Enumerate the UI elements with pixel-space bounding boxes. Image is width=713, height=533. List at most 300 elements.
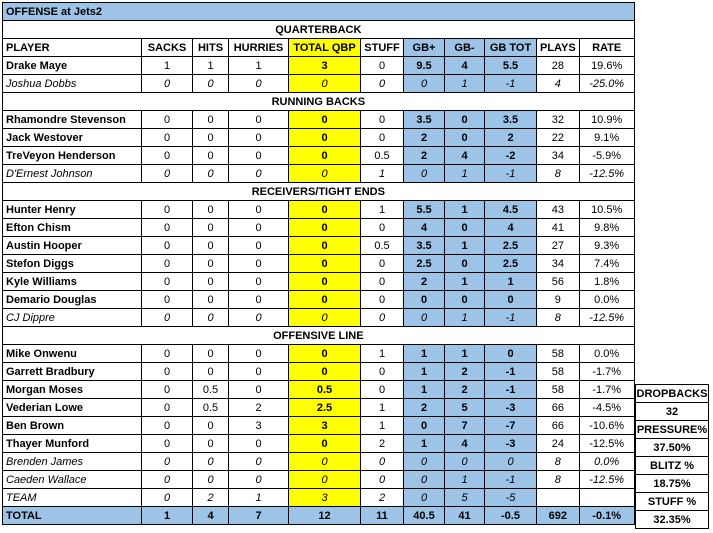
stuff-cell: 0 [361, 363, 404, 381]
rate-cell: 9.8% [579, 219, 634, 237]
gb-tot-cell: -1 [485, 471, 537, 489]
table-title: OFFENSE at Jets2 [3, 3, 635, 21]
player-name: Ben Brown [3, 417, 142, 435]
sacks-cell: 0 [142, 309, 193, 327]
gb-plus-cell: 2 [404, 147, 445, 165]
plays-cell: 4 [537, 75, 580, 93]
sacks-cell: 1 [142, 57, 193, 75]
plays-cell: 58 [537, 381, 580, 399]
total-qbp-cell: 0 [289, 75, 361, 93]
hurries-cell: 0 [229, 237, 289, 255]
sacks-cell: 0 [142, 75, 193, 93]
section-header: OFFENSIVE LINE [3, 327, 635, 345]
section-row [3, 327, 713, 345]
sacks-cell: 0 [142, 201, 193, 219]
player-row [3, 75, 713, 93]
stuff-total: 11 [361, 507, 404, 525]
hits-cell: 0 [193, 165, 229, 183]
hits-cell: 0.5 [193, 399, 229, 417]
stuff-cell: 0 [361, 453, 404, 471]
gb-plus-cell: 3.5 [404, 237, 445, 255]
blank-cell [634, 75, 712, 93]
gb-minus-cell: 4 [445, 435, 485, 453]
rate-cell: 1.8% [579, 273, 634, 291]
gb-tot-cell: 0 [485, 453, 537, 471]
blank-cell [634, 273, 712, 291]
plays-cell: 8 [537, 453, 580, 471]
section-row [3, 21, 713, 39]
stuff-cell: 0 [361, 111, 404, 129]
player-row [3, 57, 713, 75]
rate-cell: 9.1% [579, 129, 634, 147]
sacks-cell: 0 [142, 345, 193, 363]
gb-plus-cell: 0 [404, 291, 445, 309]
hurries-cell: 0 [229, 147, 289, 165]
gb-plus-cell: 2 [404, 399, 445, 417]
plays-cell: 34 [537, 147, 580, 165]
total-qbp-cell: 3 [289, 417, 361, 435]
player-row [3, 453, 713, 471]
player-row [3, 363, 713, 381]
hurries-cell: 0 [229, 309, 289, 327]
sacks-cell: 0 [142, 237, 193, 255]
player-name: Mike Onwenu [3, 345, 142, 363]
gb-tot-cell: -1 [485, 75, 537, 93]
gb-minus-cell: 2 [445, 381, 485, 399]
total-qbp-cell: 0 [289, 453, 361, 471]
hits-cell: 0 [193, 291, 229, 309]
stuff-cell: 2 [361, 489, 404, 507]
gb-minus-cell: 1 [445, 75, 485, 93]
sacks-cell: 0 [142, 165, 193, 183]
gb-plus-cell: 1 [404, 363, 445, 381]
hurries-cell: 0 [229, 345, 289, 363]
total-qbp-cell: 0 [289, 435, 361, 453]
player-name: Demario Douglas [3, 291, 142, 309]
hits-cell: 0 [193, 75, 229, 93]
gb-minus-cell: 0 [445, 111, 485, 129]
hurries-cell: 3 [229, 417, 289, 435]
title-row [3, 3, 713, 21]
gb-tot-cell: -7 [485, 417, 537, 435]
stuff-cell: 0 [361, 219, 404, 237]
stuff-cell: 0 [361, 381, 404, 399]
hits-cell: 0 [193, 435, 229, 453]
total-qbp-cell: 0 [289, 201, 361, 219]
player-row [3, 309, 713, 327]
side-row [636, 403, 709, 421]
sacks-cell: 0 [142, 291, 193, 309]
column-header: PLAYS [537, 39, 580, 57]
player-row [3, 435, 713, 453]
side-row [636, 457, 709, 475]
rate-cell: 0.0% [579, 291, 634, 309]
hits-cell: 0 [193, 417, 229, 435]
blank-cell [634, 21, 712, 39]
total-qbp-cell: 0 [289, 255, 361, 273]
gb-minus-cell: 7 [445, 417, 485, 435]
section-header: QUARTERBACK [3, 21, 635, 39]
player-name: Brenden James [3, 453, 142, 471]
hits-total: 4 [193, 507, 229, 525]
total-qbp-cell: 0 [289, 111, 361, 129]
hurries-cell: 0 [229, 363, 289, 381]
sacks-cell: 0 [142, 471, 193, 489]
stuff-value: 32.35% [636, 511, 709, 529]
blank-cell [634, 57, 712, 75]
gb-tot-cell: 0 [485, 345, 537, 363]
stuff-cell: 0 [361, 57, 404, 75]
gb-minus-cell: 1 [445, 165, 485, 183]
sacks-cell: 0 [142, 129, 193, 147]
gb-minus-cell: 1 [445, 237, 485, 255]
side-row [636, 385, 709, 403]
gb-plus-cell: 1 [404, 345, 445, 363]
plays-cell: 58 [537, 363, 580, 381]
section-header: RECEIVERS/TIGHT ENDS [3, 183, 635, 201]
column-header: HURRIES [229, 39, 289, 57]
stuff-cell: 1 [361, 399, 404, 417]
gb-minus-cell: 5 [445, 399, 485, 417]
sacks-cell: 0 [142, 417, 193, 435]
player-name: Kyle Williams [3, 273, 142, 291]
player-name: Joshua Dobbs [3, 75, 142, 93]
stuff-cell: 0.5 [361, 147, 404, 165]
total-label: TOTAL [3, 507, 142, 525]
player-name: Austin Hooper [3, 237, 142, 255]
column-header: GB TOT [485, 39, 537, 57]
gb-plus-cell: 0 [404, 309, 445, 327]
stuff-cell: 0 [361, 291, 404, 309]
blank-cell [634, 255, 712, 273]
hits-cell: 0.5 [193, 381, 229, 399]
gb-tot-cell: 2.5 [485, 237, 537, 255]
blank-cell [634, 129, 712, 147]
hurries-cell: 0 [229, 219, 289, 237]
sacks-cell: 0 [142, 489, 193, 507]
stuff-cell: 1 [361, 345, 404, 363]
stuff-cell: 1 [361, 201, 404, 219]
blank-cell [634, 219, 712, 237]
hits-cell: 0 [193, 147, 229, 165]
stuff-cell: 0 [361, 471, 404, 489]
player-name: Vederian Lowe [3, 399, 142, 417]
column-header: RATE [579, 39, 634, 57]
hurries-total: 7 [229, 507, 289, 525]
total-qbp-cell: 0 [289, 309, 361, 327]
player-row [3, 201, 713, 219]
rate-cell: 0.0% [579, 345, 634, 363]
plays-cell: 8 [537, 309, 580, 327]
gb-minus-cell: 2 [445, 363, 485, 381]
player-row [3, 489, 713, 507]
hurries-cell: 0 [229, 111, 289, 129]
pressure-value: 37.50% [636, 439, 709, 457]
stuff-cell: 0 [361, 309, 404, 327]
sacks-cell: 0 [142, 399, 193, 417]
side-row [636, 439, 709, 457]
gb-minus-total: 41 [445, 507, 485, 525]
hurries-cell: 0 [229, 201, 289, 219]
plays-cell: 27 [537, 237, 580, 255]
gb-plus-cell: 0 [404, 453, 445, 471]
player-name: TreVeyon Henderson [3, 147, 142, 165]
rate-cell: 9.3% [579, 237, 634, 255]
hits-cell: 0 [193, 363, 229, 381]
player-row [3, 273, 713, 291]
side-row [636, 511, 709, 529]
plays-cell: 66 [537, 417, 580, 435]
gb-minus-cell: 0 [445, 219, 485, 237]
blitz-value: 18.75% [636, 475, 709, 493]
stuff-cell: 0.5 [361, 237, 404, 255]
blank-cell [634, 3, 712, 21]
rate-cell: 10.5% [579, 201, 634, 219]
column-header: GB+ [404, 39, 445, 57]
gb-tot-cell: 2.5 [485, 255, 537, 273]
blank-cell [634, 165, 712, 183]
blank-cell [634, 363, 712, 381]
player-name: Morgan Moses [3, 381, 142, 399]
plays-cell: 32 [537, 111, 580, 129]
player-name: Caeden Wallace [3, 471, 142, 489]
plays-cell: 22 [537, 129, 580, 147]
rate-cell: -5.9% [579, 147, 634, 165]
gb-plus-cell: 3.5 [404, 111, 445, 129]
total-qbp-cell: 0 [289, 129, 361, 147]
gb-minus-cell: 4 [445, 147, 485, 165]
pressure-label: PRESSURE% [636, 421, 709, 439]
plays-cell: 56 [537, 273, 580, 291]
gb-tot-cell: 3.5 [485, 111, 537, 129]
hurries-cell: 0 [229, 273, 289, 291]
total-row [3, 507, 713, 525]
player-row [3, 381, 713, 399]
player-row [3, 345, 713, 363]
gb-tot-cell: -5 [485, 489, 537, 507]
gb-minus-cell: 0 [445, 291, 485, 309]
player-name: Hunter Henry [3, 201, 142, 219]
hurries-cell: 0 [229, 291, 289, 309]
hurries-cell: 0 [229, 435, 289, 453]
hits-cell: 0 [193, 453, 229, 471]
column-header-row [3, 39, 713, 57]
player-row [3, 147, 713, 165]
hits-cell: 0 [193, 201, 229, 219]
player-row [3, 129, 713, 147]
hurries-cell: 0 [229, 165, 289, 183]
plays-cell [537, 489, 580, 507]
total-qbp-cell: 0 [289, 471, 361, 489]
gb-tot-cell: -3 [485, 399, 537, 417]
gb-minus-cell: 1 [445, 345, 485, 363]
rate-cell [579, 489, 634, 507]
player-name: CJ Dippre [3, 309, 142, 327]
total-qbp-cell: 0 [289, 363, 361, 381]
plays-total: 692 [537, 507, 580, 525]
hits-cell: 0 [193, 345, 229, 363]
gb-minus-cell: 1 [445, 471, 485, 489]
blank-cell [634, 111, 712, 129]
player-row [3, 417, 713, 435]
gb-tot-cell: -2 [485, 147, 537, 165]
column-header: SACKS [142, 39, 193, 57]
gb-plus-cell: 2 [404, 129, 445, 147]
blank-cell [634, 291, 712, 309]
total-qbp-cell: 0.5 [289, 381, 361, 399]
player-name: TEAM [3, 489, 142, 507]
column-header: HITS [193, 39, 229, 57]
blank-cell [634, 93, 712, 111]
hits-cell: 0 [193, 309, 229, 327]
gb-minus-cell: 0 [445, 129, 485, 147]
gb-plus-cell: 4 [404, 219, 445, 237]
rate-cell: -12.5% [579, 309, 634, 327]
hits-cell: 0 [193, 219, 229, 237]
total-qbp-cell: 0 [289, 165, 361, 183]
plays-cell: 9 [537, 291, 580, 309]
player-name: Drake Maye [3, 57, 142, 75]
hits-cell: 1 [193, 57, 229, 75]
hits-cell: 0 [193, 237, 229, 255]
sacks-cell: 0 [142, 219, 193, 237]
hurries-cell: 1 [229, 489, 289, 507]
gb-tot-cell: -3 [485, 435, 537, 453]
player-row [3, 219, 713, 237]
rate-total: -0.1% [579, 507, 634, 525]
total-qbp-cell: 0 [289, 345, 361, 363]
player-name: Efton Chism [3, 219, 142, 237]
rate-cell: 0.0% [579, 453, 634, 471]
player-row [3, 255, 713, 273]
total-qbp-cell: 0 [289, 147, 361, 165]
side-row [636, 475, 709, 493]
rate-cell: -1.7% [579, 381, 634, 399]
total-qbp-total: 12 [289, 507, 361, 525]
offense-stats-table [2, 2, 713, 525]
plays-cell: 34 [537, 255, 580, 273]
section-row [3, 183, 713, 201]
hurries-cell: 0 [229, 255, 289, 273]
side-row [636, 421, 709, 439]
gb-tot-cell: 2 [485, 129, 537, 147]
gb-minus-cell: 0 [445, 255, 485, 273]
gb-minus-cell: 0 [445, 453, 485, 471]
gb-tot-cell: -1 [485, 309, 537, 327]
gb-plus-cell: 1 [404, 381, 445, 399]
gb-tot-cell: 4 [485, 219, 537, 237]
hurries-cell: 0 [229, 453, 289, 471]
sacks-cell: 0 [142, 381, 193, 399]
rate-cell: -12.5% [579, 471, 634, 489]
sacks-cell: 0 [142, 111, 193, 129]
gb-plus-cell: 0 [404, 75, 445, 93]
player-name: D'Ernest Johnson [3, 165, 142, 183]
plays-cell: 43 [537, 201, 580, 219]
blank-cell [634, 39, 712, 57]
total-qbp-cell: 0 [289, 291, 361, 309]
sacks-cell: 0 [142, 435, 193, 453]
plays-cell: 8 [537, 471, 580, 489]
section-header: RUNNING BACKS [3, 93, 635, 111]
stuff-cell: 2 [361, 435, 404, 453]
dropbacks-label: DROPBACKS [636, 385, 709, 403]
stuff-cell: 0 [361, 129, 404, 147]
plays-cell: 8 [537, 165, 580, 183]
hits-cell: 0 [193, 111, 229, 129]
total-qbp-cell: 0 [289, 273, 361, 291]
player-row [3, 165, 713, 183]
gb-minus-cell: 1 [445, 201, 485, 219]
hits-cell: 0 [193, 273, 229, 291]
hurries-cell: 1 [229, 57, 289, 75]
stuff-cell: 0 [361, 273, 404, 291]
column-header: GB- [445, 39, 485, 57]
plays-cell: 66 [537, 399, 580, 417]
plays-cell: 41 [537, 219, 580, 237]
hurries-cell: 0 [229, 381, 289, 399]
blank-cell [634, 201, 712, 219]
side-row [636, 493, 709, 511]
column-header: PLAYER [3, 39, 142, 57]
player-row [3, 237, 713, 255]
player-row [3, 111, 713, 129]
hits-cell: 0 [193, 129, 229, 147]
gb-plus-cell: 5.5 [404, 201, 445, 219]
gb-plus-total: 40.5 [404, 507, 445, 525]
gb-plus-cell: 9.5 [404, 57, 445, 75]
hurries-cell: 0 [229, 471, 289, 489]
dropbacks-value: 32 [636, 403, 709, 421]
blank-cell [634, 237, 712, 255]
sacks-cell: 0 [142, 255, 193, 273]
gb-tot-total: -0.5 [485, 507, 537, 525]
player-name: Rhamondre Stevenson [3, 111, 142, 129]
sacks-cell: 0 [142, 273, 193, 291]
gb-tot-cell: 4.5 [485, 201, 537, 219]
hurries-cell: 0 [229, 129, 289, 147]
sacks-total: 1 [142, 507, 193, 525]
player-row [3, 399, 713, 417]
section-row [3, 93, 713, 111]
sacks-cell: 0 [142, 363, 193, 381]
blank-cell [634, 183, 712, 201]
hits-cell: 0 [193, 471, 229, 489]
player-name: Thayer Munford [3, 435, 142, 453]
gb-plus-cell: 0 [404, 489, 445, 507]
blank-cell [634, 147, 712, 165]
summary-panel [635, 384, 709, 529]
blank-cell [634, 345, 712, 363]
gb-tot-cell: -1 [485, 363, 537, 381]
gb-plus-cell: 2 [404, 273, 445, 291]
gb-minus-cell: 4 [445, 57, 485, 75]
hits-cell: 2 [193, 489, 229, 507]
blank-cell [634, 327, 712, 345]
rate-cell: 7.4% [579, 255, 634, 273]
total-qbp-cell: 3 [289, 57, 361, 75]
column-header: TOTAL QBP [289, 39, 361, 57]
total-qbp-cell: 2.5 [289, 399, 361, 417]
player-name: Stefon Diggs [3, 255, 142, 273]
plays-cell: 24 [537, 435, 580, 453]
gb-minus-cell: 1 [445, 309, 485, 327]
gb-plus-cell: 0 [404, 471, 445, 489]
gb-tot-cell: 0 [485, 291, 537, 309]
player-row [3, 471, 713, 489]
gb-plus-cell: 0 [404, 417, 445, 435]
column-header: STUFF [361, 39, 404, 57]
